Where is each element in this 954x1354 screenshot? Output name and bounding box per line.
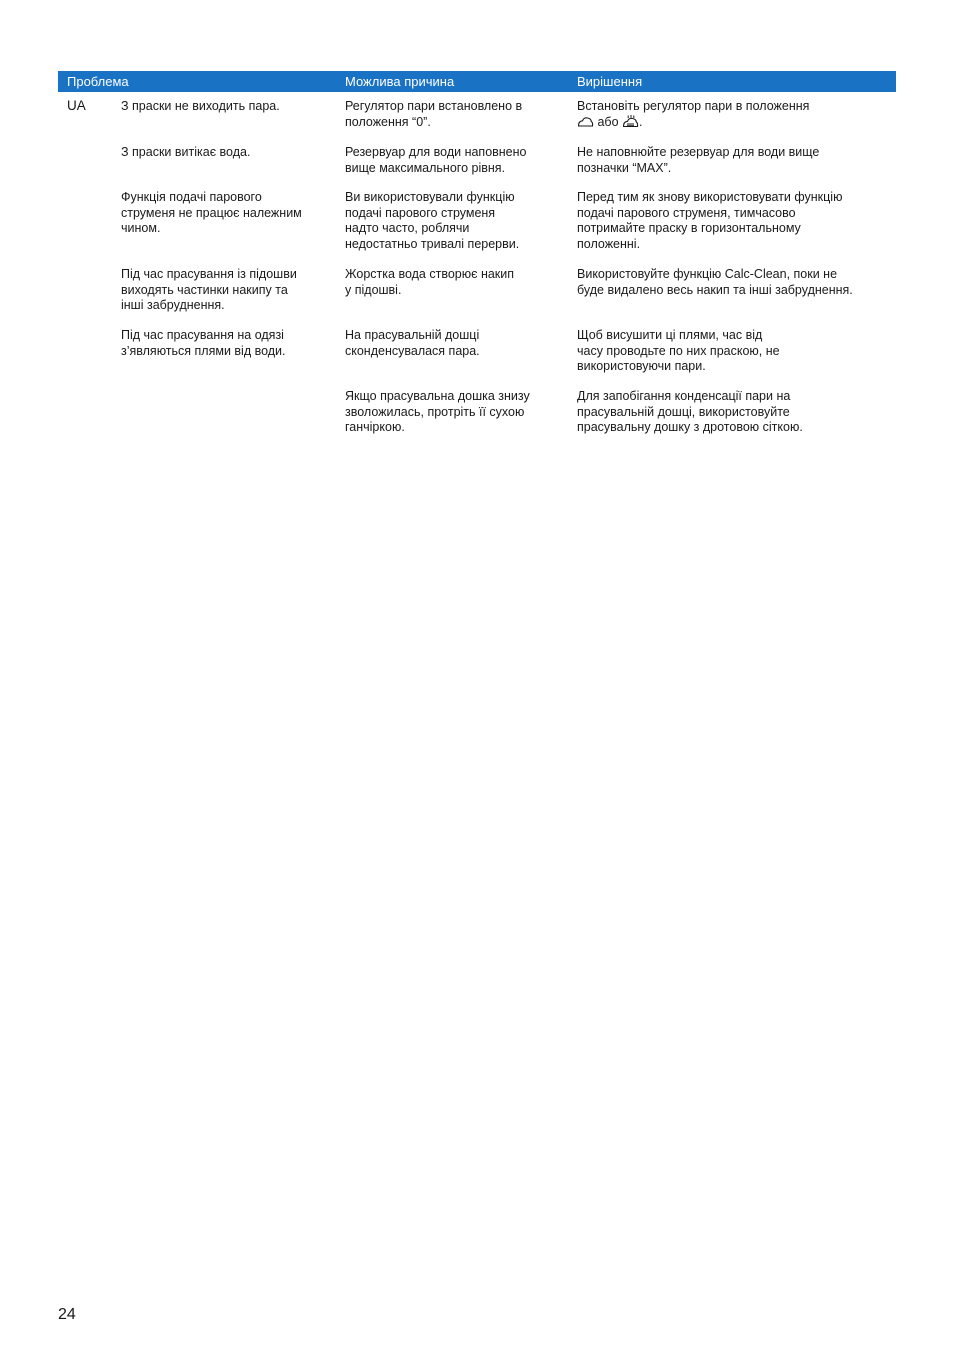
cause-text: Жорстка вода створює накип у підошві. (345, 267, 515, 297)
solution-line: Встановіть регулятор пари в положення (577, 99, 810, 113)
cause-text: Регулятор пари встановлено в положення “0”. (345, 99, 523, 129)
cause-text: Резервуар для води наповнено вище максимального рівня. (345, 145, 527, 175)
header-problem: Проблема (67, 74, 129, 89)
solution-text: Для запобігання конденсації пари на прасувальній дошці, використовуйте прасувальну дошку з дротовою сіткою. (577, 389, 803, 435)
solution-or: або (597, 114, 619, 129)
page-number: 24 (58, 1306, 76, 1323)
cause-text: На прасувальній дошці сконденсувалася пара. (345, 328, 480, 358)
language-code: UA (67, 98, 86, 113)
steam-high-icon (622, 115, 639, 133)
problem-text: Під час прасування на одязі з’являються плями від води. (121, 328, 286, 358)
cause-text: Якщо прасувальна дошка знизу зволожилась, протріть її сухою ганчіркою. (345, 389, 530, 435)
problem-text: Під час прасування із підошви виходять частинки накипу та інші забруднення. (121, 267, 297, 313)
header-cause: Можлива причина (345, 74, 455, 89)
solution-text: Щоб висушити ці плями, час від часу проводьте по них праскою, не використовуючи пари. (577, 328, 780, 374)
steam-low-icon (577, 115, 594, 133)
problem-text: З праски витікає вода. (121, 145, 251, 159)
cause-text: Ви використовували функцію подачі парового струменя надто часто, роблячи недостатньо тривалі перерви. (345, 190, 520, 251)
solution-text: Перед тим як знову використовувати функцію подачі парового струменя, тимчасово потримайте праску в горизонтальному положенні. (577, 190, 843, 251)
table-header (58, 71, 896, 92)
problem-text: З праски не виходить пара. (121, 99, 280, 113)
header-solution: Вирішення (577, 74, 643, 89)
solution-text: Встановіть регулятор пари в положення або . (577, 99, 889, 132)
problem-text: Функція подачі парового струменя не працює належним чином. (121, 190, 302, 236)
solution-text: Не наповнюйте резервуар для води вище позначки “MAX”. (577, 145, 820, 175)
solution-text: Використовуйте функцію Calc-Clean, поки не буде видалено весь накип та інші забруднення. (577, 267, 853, 297)
